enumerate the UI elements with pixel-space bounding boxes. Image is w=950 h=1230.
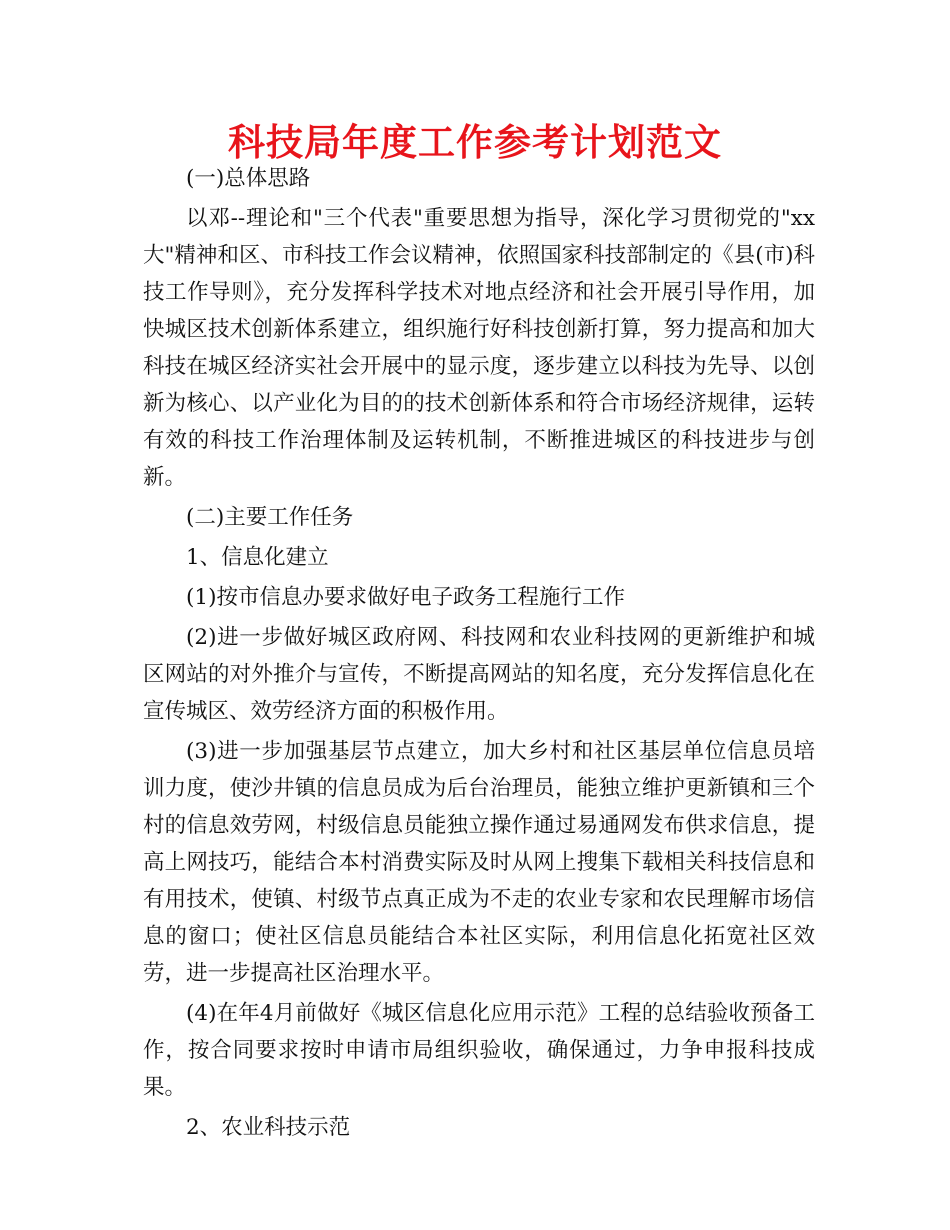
- list-item-3: (3)进一步加强基层节点建立，加大乡村和社区基层单位信息员培训力度，使沙井镇的信息员成为后台治理员，能独立维护更新镇和三个村的信息效劳网，村级信息员能独立操作通过易通网发布供求信息，提高上网技巧，能结合本村消费实际及时从网上搜集下载相关科技信息和有用技术，使镇、村级节点真正成为不走的农业专家和农民理解市场信息的窗口；使社区信息员能结合本社区实际，利用信息化拓宽社区效劳，进一步提高社区治理水平。: [143, 739, 815, 986]
- subheading-agri-demo: 2、农业科技示范: [186, 1115, 351, 1140]
- document-title: 科技局年度工作参考计划范文: [228, 121, 722, 164]
- paragraph-overall-approach: 以邓--理论和"三个代表"重要思想为指导，深化学习贯彻党的"xx大"精神和区、市科技工作会议精神，依照国家科技部制定的《县(市)科技工作导则》，充分发挥科学技术对地点经济和社会开展引导作用，加快城区技术创新体系建立，组织施行好科技创新打算，努力提高和加大科技在城区经济实社会开展中的显示度，逐步建立以科技为先导、以创新为核心、以产业化为目的的技术创新体系和符合市场经济规律，运转有效的科技工作治理体制及运转机制，不断推进城区的科技进步与创新。: [143, 206, 815, 490]
- list-item-4: (4)在年4月前做好《城区信息化应用示范》工程的总结验收预备工作，按合同要求按时申请市局组织验收，确保通过，力争申报科技成果。: [143, 1001, 815, 1100]
- list-item-1: (1)按市信息办要求做好电子政务工程施行工作: [186, 585, 625, 610]
- section-heading-main-tasks: (二)主要工作任务: [186, 505, 354, 530]
- list-item-2: (2)进一步做好城区政府网、科技网和农业科技网的更新维护和城区网站的对外推介与宣传，不断提高网站的知名度，充分发挥信息化在宣传城区、效劳经济方面的积极作用。: [143, 625, 815, 724]
- document-body: [143, 160, 815, 1146]
- section-heading-overall: (一)总体思路: [186, 166, 311, 191]
- subheading-informatization: 1、信息化建立: [186, 545, 329, 570]
